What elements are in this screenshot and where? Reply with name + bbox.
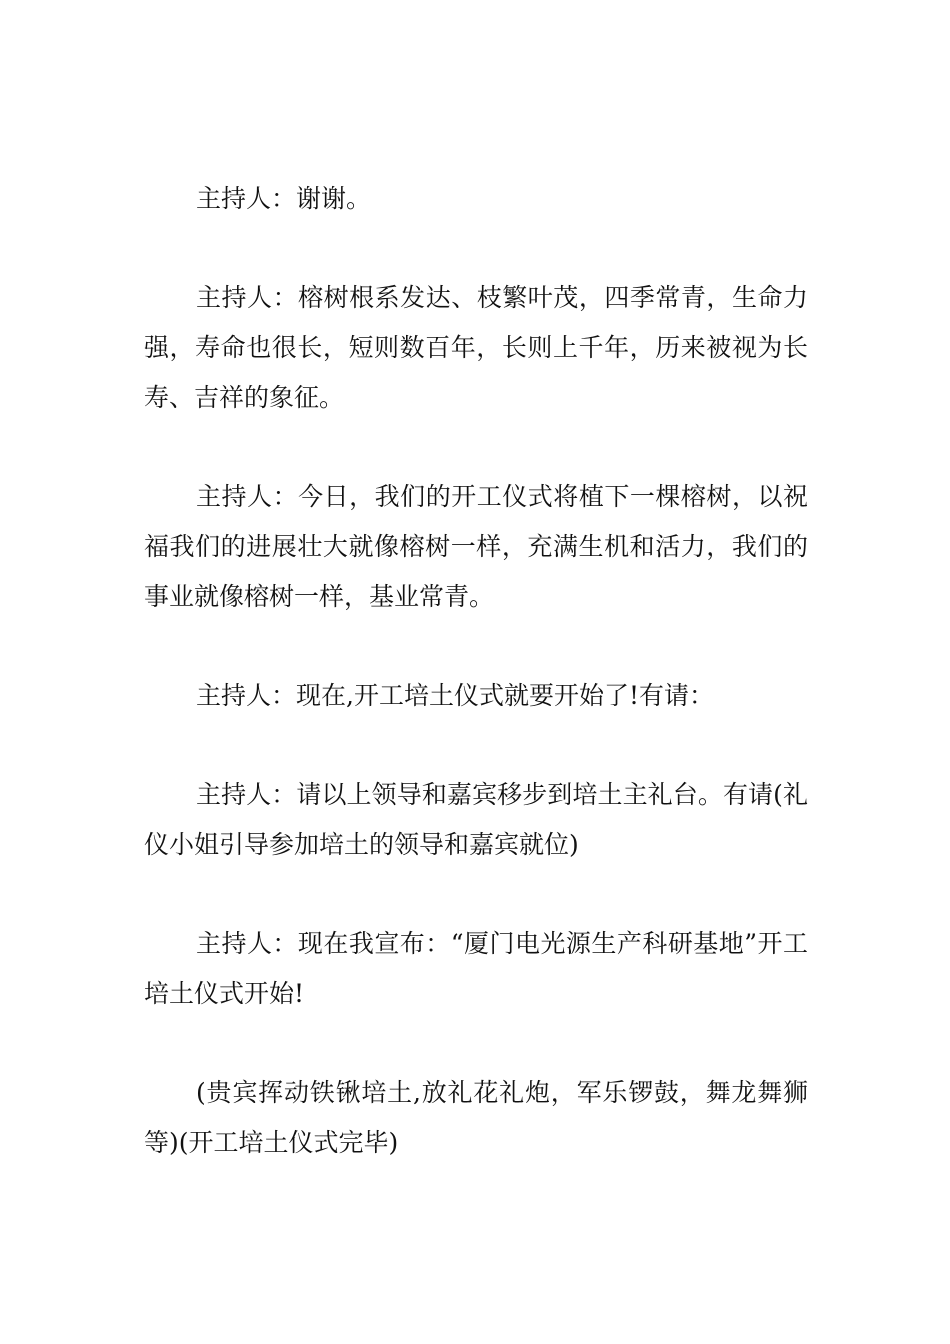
paragraph-ceremony-start: 主持人：现在,开工培土仪式就要开始了!有请：	[196, 681, 714, 710]
paragraph-banyan-description: 主持人：榕树根系发达、枝繁叶茂，四季常青，生命力强，寿命也很长，短则数百年，长则上千年，历来被视为长寿、吉祥的象征。	[144, 283, 808, 412]
paragraph-announcement: 主持人：现在我宣布：“厦门电光源生产科研基地”开工培土仪式开始!	[144, 929, 808, 1008]
document-body	[144, 174, 808, 1217]
paragraph-planting-blessing: 主持人：今日，我们的开工仪式将植下一棵榕树，以祝福我们的进展壮大就像榕树一样，充满生机和活力，我们的事业就像榕树一样，基业常青。	[144, 482, 808, 611]
paragraph-guests-to-stage: 主持人：请以上领导和嘉宾移步到培土主礼台。有请(礼仪小姐引导参加培土的领导和嘉宾就位)	[144, 780, 808, 859]
paragraph-ceremony-actions: (贵宾挥动铁锹培土,放礼花礼炮，军乐锣鼓，舞龙舞狮等)(开工培土仪式完毕)	[144, 1078, 808, 1157]
paragraph-thanks: 主持人：谢谢。	[196, 184, 372, 213]
